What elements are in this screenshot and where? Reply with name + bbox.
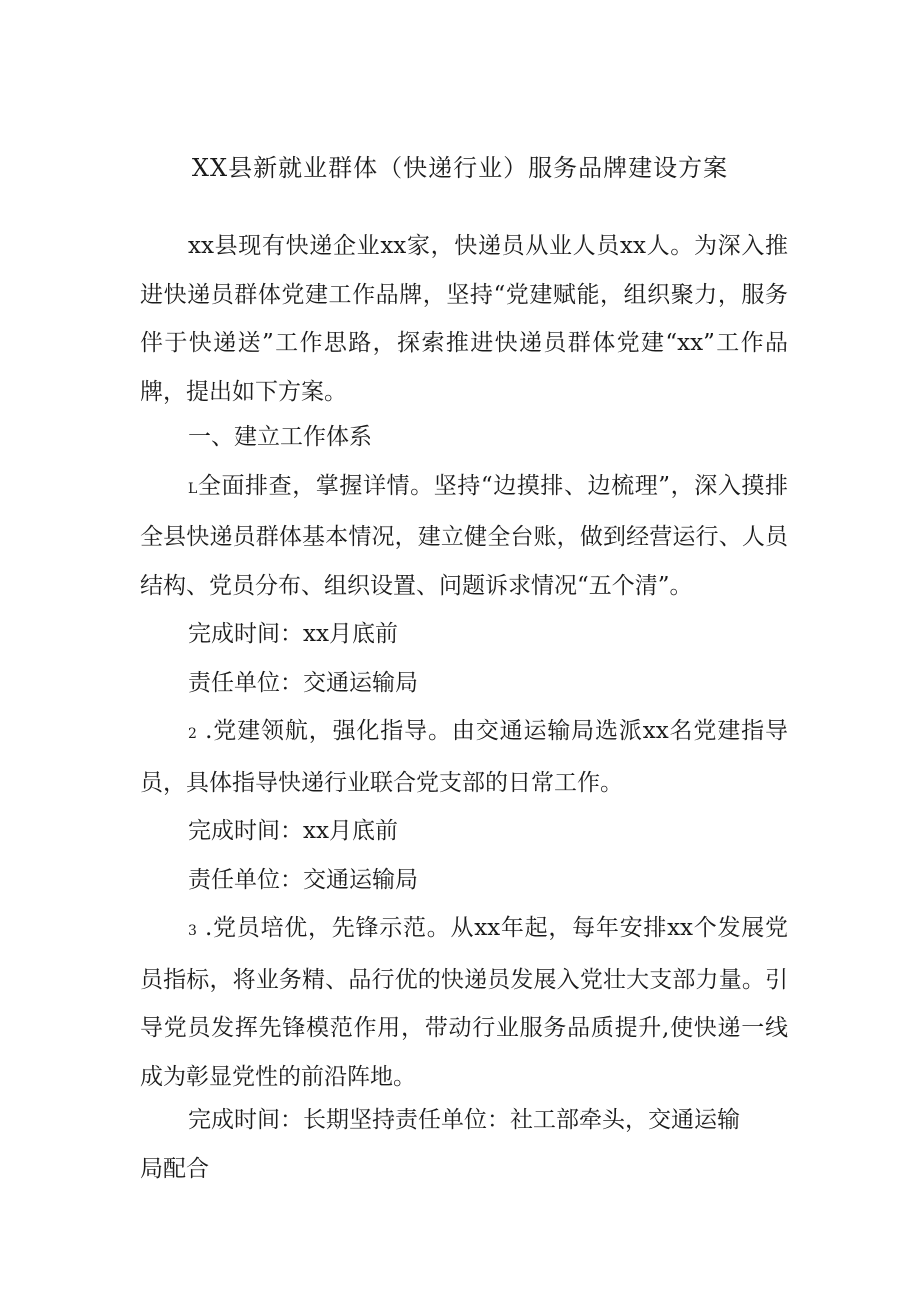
item1-text: 全面排查，掌握详情。坚持“边摸排、边梳理”，深入摸排全县快递员群体基本情况，建立健全台账，做到经营运行、人员结构、党员分布、组织设置、问题诉求情况“五个清”。 xyxy=(140,472,788,599)
item1-number: L xyxy=(188,480,198,497)
section1-block xyxy=(140,413,788,1101)
item3-time-unit: 完成时间：长期坚持责任单位：社工部牵头，交通运输 xyxy=(188,1107,740,1133)
item1-unit: 责任单位：交通运输局 xyxy=(188,669,418,696)
item1-paragraph xyxy=(140,462,788,611)
item2-number: 2 xyxy=(188,726,197,742)
item3-text: .党员培优，先锋示范。从xx年起，每年安排xx个发展党员指标，将业务精、品行优的快递员发展入党壮大支部力量。引导党员发挥先锋模范作用，带动行业服务品质提升,使快递一线成为彰显党性的前沿阵地。 xyxy=(140,915,788,1090)
item1-time: 完成时间：xx月底前 xyxy=(188,621,398,647)
intro-paragraph: xx县现有快递企业xx家，快递员从业人员xx人。为深入推进快递员群体党建工作品牌，坚持“党建赋能，组织聚力，服务伴于快递送”工作思路，探索推进快递员群体党建“xx”工作品牌，提出如下方案。 xyxy=(140,233,788,405)
item3-unit-continued: 局配合 xyxy=(140,1155,209,1182)
item3-paragraph xyxy=(140,904,788,1101)
item3-footer-block xyxy=(140,1096,788,1193)
item2-unit: 责任单位：交通运输局 xyxy=(188,866,418,893)
item2-time: 完成时间：xx月底前 xyxy=(188,818,398,844)
item2-text: .党建领航，强化指导。由交通运输局选派xx名党建指导员，具体指导快递行业联合党支部的日常工作。 xyxy=(140,718,788,796)
section1-heading: 一、建立工作体系 xyxy=(188,424,372,450)
document-title: XX县新就业群体（快递行业）服务品牌建设方案 xyxy=(191,154,729,182)
item3-number: 3 xyxy=(188,923,197,939)
item2-paragraph xyxy=(140,707,788,807)
intro-block xyxy=(140,222,788,416)
